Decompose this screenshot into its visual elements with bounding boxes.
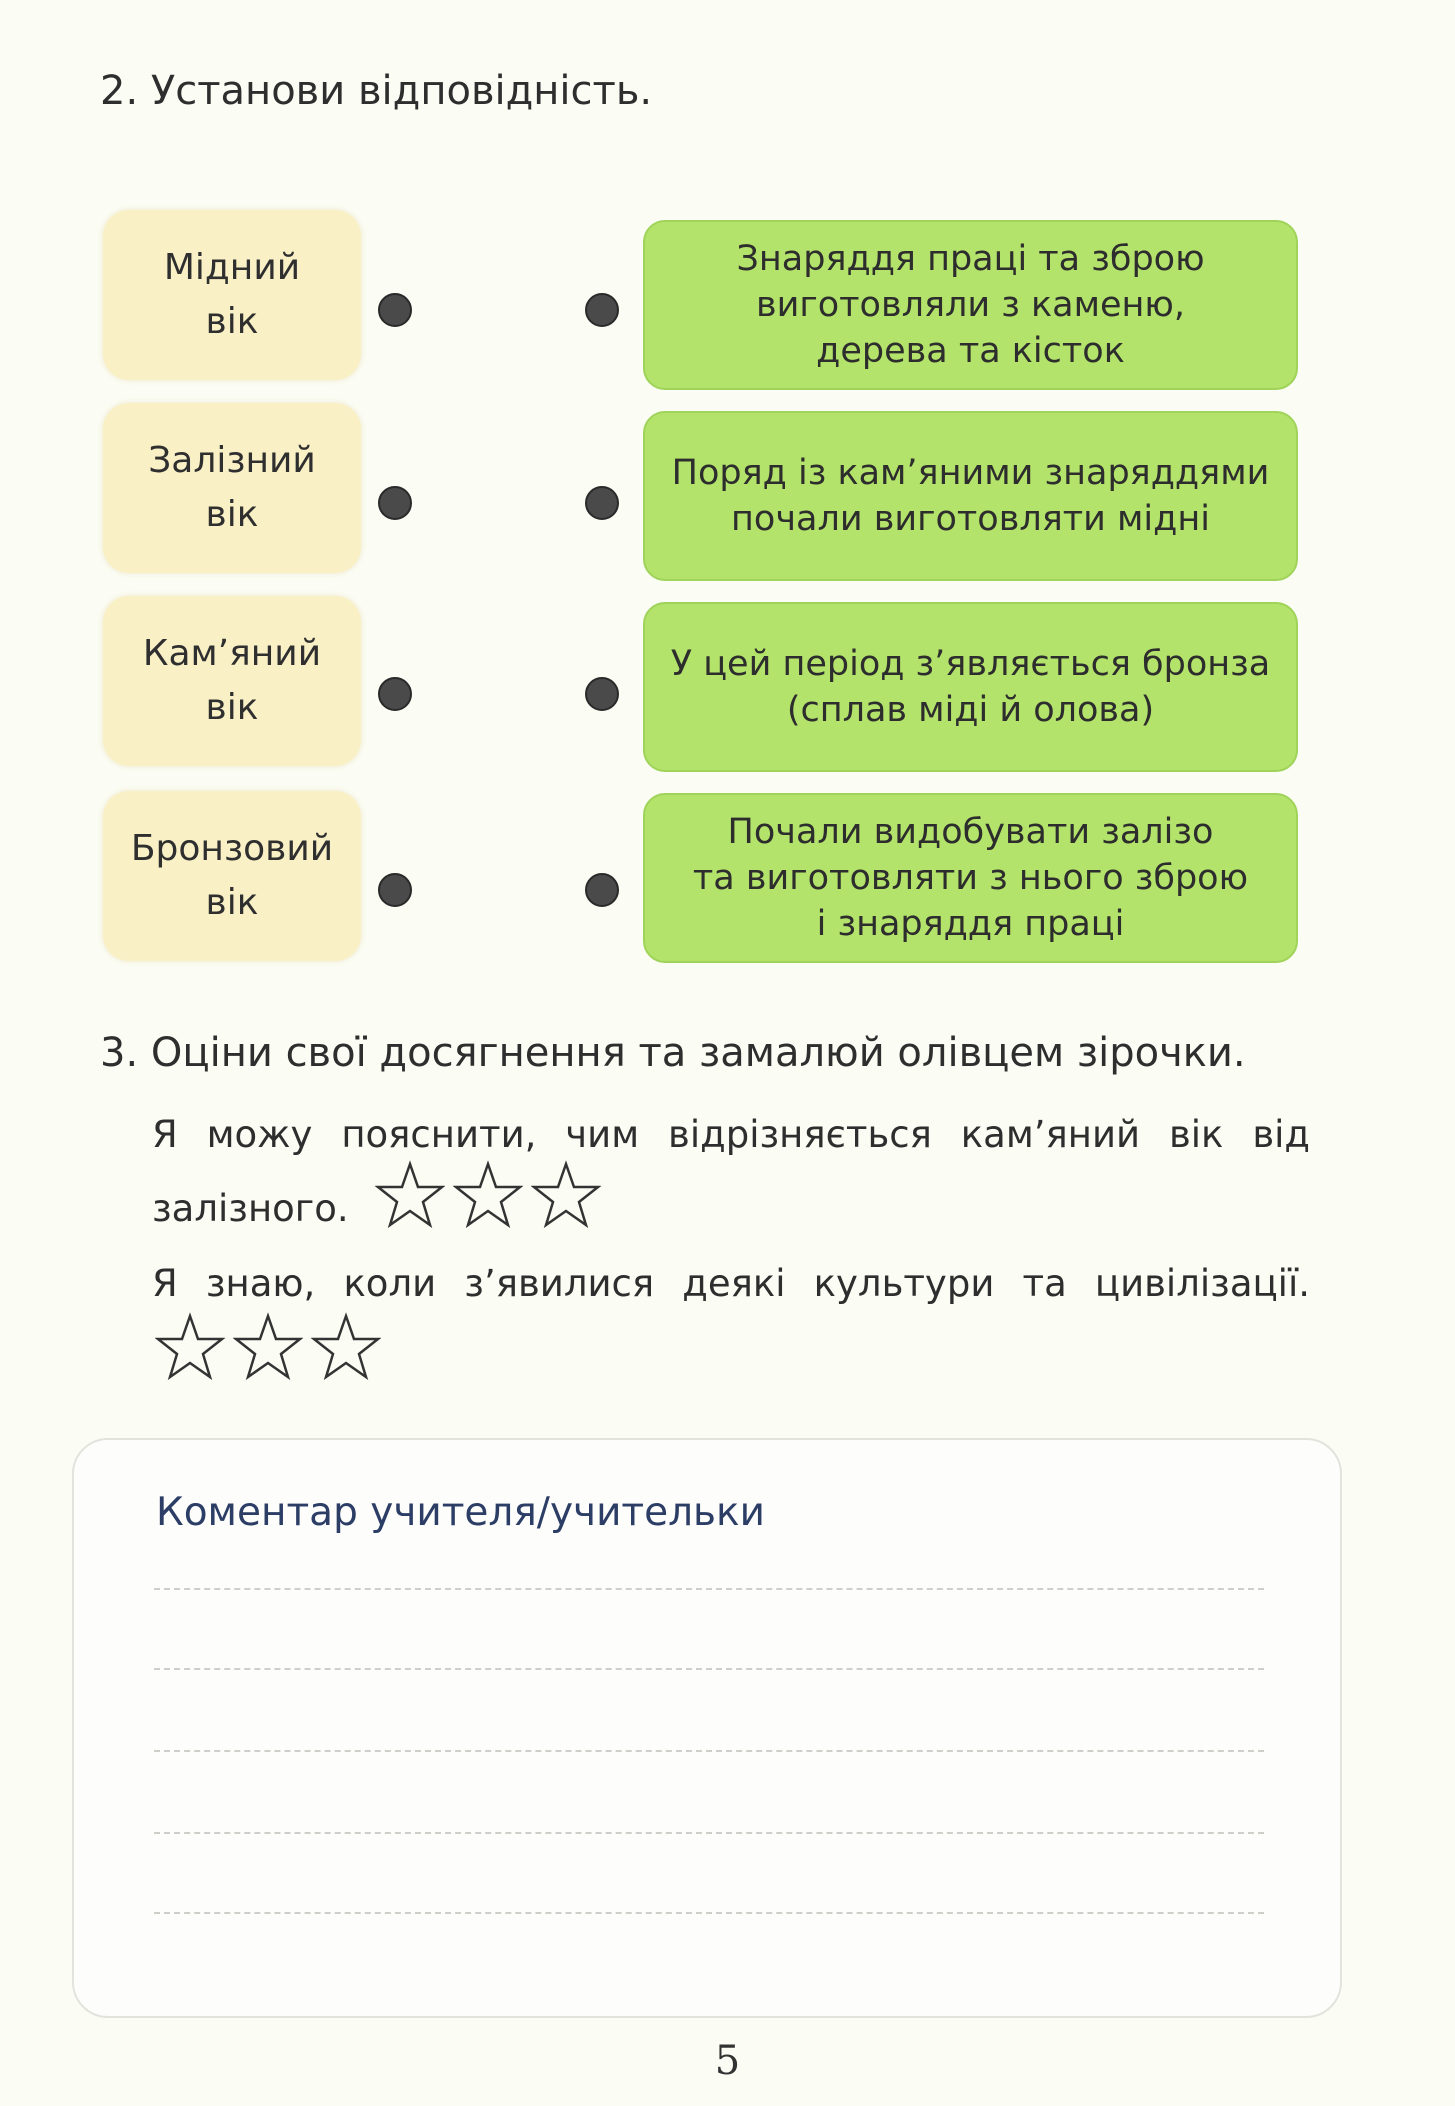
star-icon[interactable] xyxy=(453,1160,523,1230)
right-connector-dot[interactable] xyxy=(585,677,619,711)
age-label: Залізний вік xyxy=(148,440,316,535)
task-3-title: 3. Оціни свої досягнення та замалюй олівцем зірочки. xyxy=(100,1030,1246,1076)
writing-line[interactable] xyxy=(154,1912,1264,1914)
left-connector-dot[interactable] xyxy=(378,293,412,327)
statement-2-line-1: Я знаю, коли з’явилися деякі культури та цивілізації. xyxy=(152,1262,1310,1305)
right-connector-dot[interactable] xyxy=(585,293,619,327)
rating-stars-2 xyxy=(155,1312,381,1382)
description-box-1 xyxy=(643,220,1298,390)
description-box-2 xyxy=(643,411,1298,581)
page-number: 5 xyxy=(714,2038,741,2084)
writing-line[interactable] xyxy=(154,1750,1264,1752)
right-connector-dot[interactable] xyxy=(585,873,619,907)
statement-1-line-1: Я можу пояснити, чим відрізняється кам’яний вік від xyxy=(152,1113,1310,1156)
star-icon[interactable] xyxy=(311,1312,381,1382)
writing-line[interactable] xyxy=(154,1668,1264,1670)
task-2-title: 2. Установи відповідність. xyxy=(100,68,653,114)
writing-line[interactable] xyxy=(154,1832,1264,1834)
star-icon[interactable] xyxy=(375,1160,445,1230)
age-box-iron xyxy=(103,403,361,573)
age-box-bronze xyxy=(103,791,361,961)
description-box-4 xyxy=(643,793,1298,963)
left-connector-dot[interactable] xyxy=(378,677,412,711)
teacher-comment-box xyxy=(72,1438,1342,2018)
left-connector-dot[interactable] xyxy=(378,486,412,520)
writing-line[interactable] xyxy=(154,1588,1264,1590)
right-connector-dot[interactable] xyxy=(585,486,619,520)
star-icon[interactable] xyxy=(155,1312,225,1382)
star-icon[interactable] xyxy=(233,1312,303,1382)
age-label: Кам’яний вік xyxy=(142,633,322,728)
description-box-3 xyxy=(643,602,1298,772)
rating-stars-1 xyxy=(375,1160,601,1230)
age-box-copper xyxy=(103,210,361,380)
age-label: Мідний вік xyxy=(163,247,301,342)
age-box-stone xyxy=(103,596,361,766)
star-icon[interactable] xyxy=(531,1160,601,1230)
teacher-comment-label: Коментар учителя/учительки xyxy=(156,1490,765,1535)
description-text: Знаряддя праці та зброю виготовляли з каменю, дерева та кісток xyxy=(736,239,1205,371)
left-connector-dot[interactable] xyxy=(378,873,412,907)
statement-1-line-2: залізного. xyxy=(152,1187,349,1230)
age-label: Бронзовий вік xyxy=(130,828,334,923)
description-text: Почали видобувати залізо та виготовляти з нього зброю і знаряддя праці xyxy=(692,812,1249,944)
description-text: У цей період з’являється бронза (сплав міді й олова) xyxy=(670,644,1271,730)
description-text: Поряд із кам’яними знаряддями почали виготовляти мідні xyxy=(671,453,1270,539)
